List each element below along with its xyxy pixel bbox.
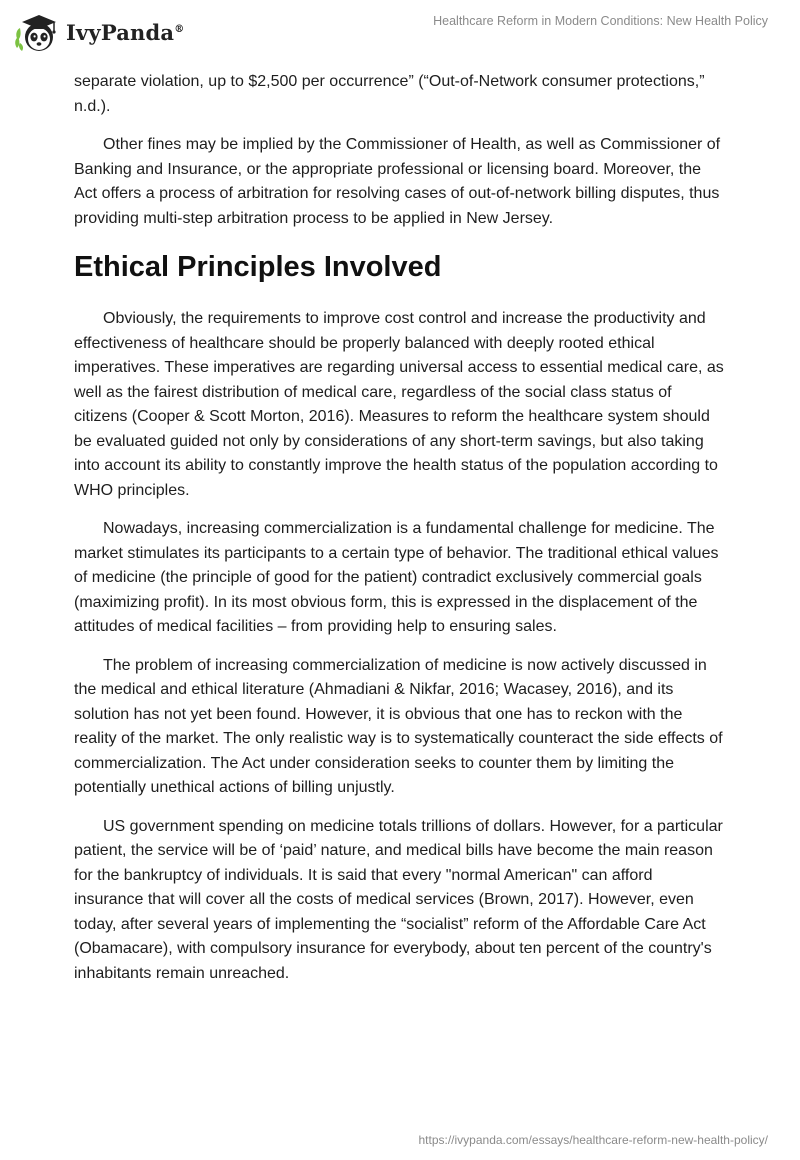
paragraph: The problem of increasing commercialization of medicine is now actively discussed in the medical and ethical literature (Ahmadiani & Nikfar, 2016; Wacasey, 2016), and its solution has not yet been found. However, it is obvious that one has to reckon with the reality of the market. The only realistic way is to systematically counteract the side effects of commercialization. The Act under consideration seeks to counter them by limiting the potentially unethical actions of billing unjustly. bbox=[74, 656, 723, 796]
logo-wordmark: IvyPanda bbox=[66, 19, 175, 45]
essay-content bbox=[74, 70, 724, 1000]
document-title: Healthcare Reform in Modern Conditions: New Health Policy bbox=[433, 14, 768, 28]
paragraph: Nowadays, increasing commercialization is a fundamental challenge for medicine. The market stimulates its participants to a certain type of behavior. The traditional ethical values of medicine (the principle of good for the patient) contradict exclusively commercial goals (maximizing profit). In its most obvious form, this is expressed in the displacement of the attitudes of medical facilities – from providing help to ensuring sales. bbox=[74, 520, 719, 635]
paragraph: Obviously, the requirements to improve cost control and increase the productivity and effectiveness of healthcare should be properly balanced with deeply rooted ethical imperatives. These imperatives are regarding universal access to essential medical care, as well as the fairest distribution of medical care, regardless of the social class status of citizens (Cooper & Scott Morton, 2016). Measures to reform the healthcare system should be evaluated guided not only by considerations of any short-term savings, but also taking into account its ability to constantly improve the health status of the population according to WHO principles. bbox=[74, 310, 724, 499]
logo-text bbox=[66, 20, 184, 45]
page-header bbox=[0, 0, 800, 62]
source-url[interactable]: https://ivypanda.com/essays/healthcare-reform-new-health-policy/ bbox=[418, 1133, 768, 1147]
registered-mark: ® bbox=[174, 23, 185, 35]
paragraph: US government spending on medicine totals trillions of dollars. However, for a particular patient, the service will be of ‘paid’ nature, and medical bills have become the main reason for the bankruptcy of individuals. It is said that every "normal American" can afford insurance that will cover all the costs of medical services (Brown, 2017). However, even today, after several years of implementing the “socialist” reform of the Affordable Care Act (Obamacare), with compulsory insurance for everybody, about ten percent of the country's inhabitants remain unreached. bbox=[74, 817, 723, 982]
section-heading: Ethical Principles Involved bbox=[74, 251, 442, 283]
ivypanda-logo[interactable] bbox=[14, 10, 184, 54]
panda-logo-icon bbox=[14, 10, 60, 54]
paragraph: Other fines may be implied by the Commissioner of Health, as well as Commissioner of Banking and Insurance, or the appropriate professional or licensing board. Moreover, the Act offers a process of arbitration for resolving cases of out-of-network billing disputes, thus providing multi-step arbitration process to be applied in New Jersey. bbox=[74, 136, 721, 227]
paragraph-continued: separate violation, up to $2,500 per occurrence” (“Out-of-Network consumer protections,” n.d.). bbox=[74, 73, 705, 115]
